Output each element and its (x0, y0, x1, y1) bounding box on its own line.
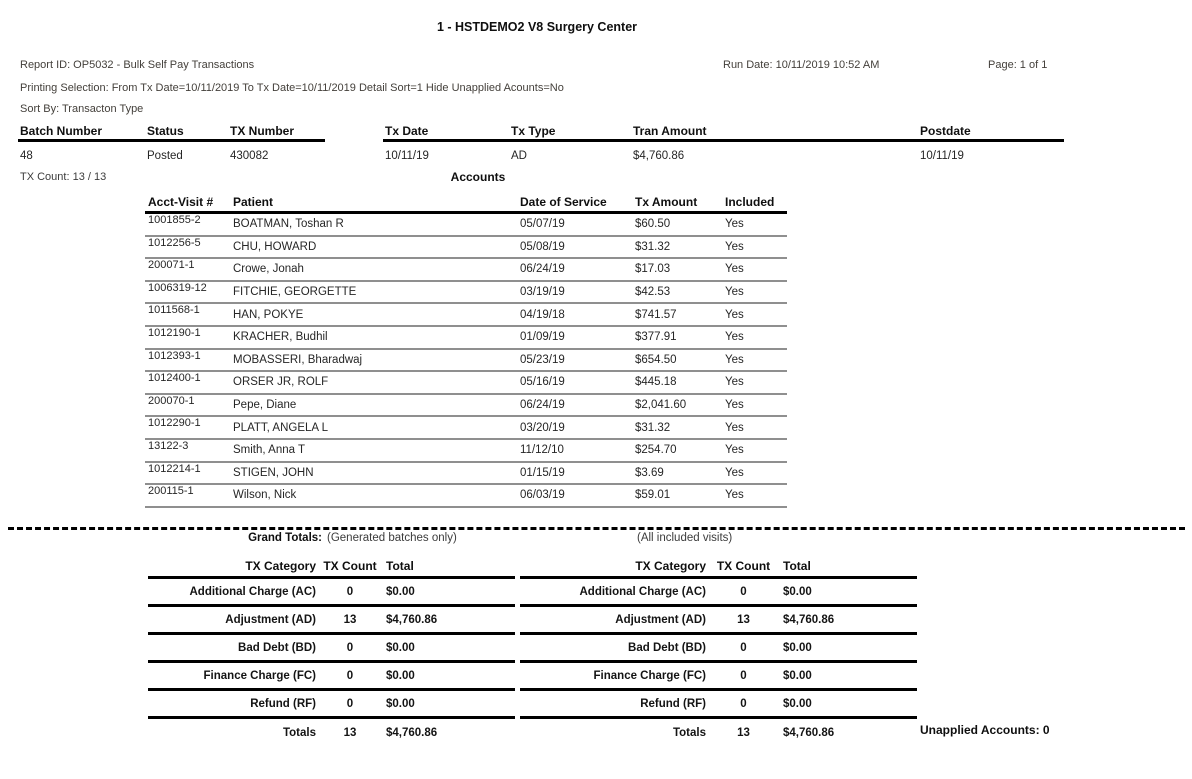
patient-cell: HAN, POKYE (233, 308, 304, 321)
acct-visit-cell: 200115-1 (148, 485, 194, 498)
dos-cell: 01/09/19 (520, 331, 565, 344)
tx-amount-cell: $42.53 (635, 286, 671, 299)
patient-cell: FITCHIE, GEORGETTE (233, 286, 357, 299)
tx-amount-cell: $3.69 (635, 466, 664, 479)
gt-count-cell: 0 (740, 641, 747, 654)
dos-cell: 06/24/19 (520, 263, 565, 276)
batch-header-tran-amount: Tran Amount (633, 124, 707, 138)
batch-postdate-value: 10/11/19 (920, 150, 964, 162)
gt-count-cell: 13 (343, 727, 357, 739)
section-divider-dashed (8, 527, 1185, 530)
included-cell: Yes (725, 331, 744, 344)
patient-cell: Smith, Anna T (233, 444, 306, 457)
gt-total-cell: $0.00 (386, 697, 415, 710)
accounts-header-patient: Patient (233, 195, 274, 209)
patient-cell: Pepe, Diane (233, 399, 297, 412)
dos-cell: 04/19/18 (520, 308, 565, 321)
unapplied-accounts: Unapplied Accounts: 0 (920, 723, 1050, 737)
batch-tx-number-value: 430082 (230, 150, 269, 162)
batch-header-status: Status (147, 124, 184, 138)
gt-total-cell: $4,760.86 (783, 613, 835, 626)
patient-cell: Crowe, Jonah (233, 263, 304, 276)
page-title: 1 - HSTDEMO2 V8 Surgery Center (436, 20, 638, 34)
tx-amount-cell: $17.03 (635, 263, 671, 276)
patient-cell: MOBASSERI, Bharadwaj (233, 353, 363, 366)
gt-total-cell: $4,760.86 (386, 727, 438, 739)
gt-header-count: TX Count (716, 559, 771, 573)
patient-cell: Wilson, Nick (233, 489, 297, 502)
accounts-header-dos: Date of Service (520, 195, 607, 209)
table-row (145, 259, 787, 282)
acct-visit-cell: 200071-1 (148, 259, 195, 272)
batch-tx-date-value: 10/11/19 (385, 150, 429, 162)
batch-number-value: 48 (20, 150, 33, 162)
included-cell: Yes (725, 286, 744, 299)
table-row (148, 663, 515, 691)
gt-count-cell: 13 (343, 613, 357, 626)
dos-cell: 03/19/19 (520, 286, 565, 299)
acct-visit-cell: 1012190-1 (148, 326, 201, 339)
table-row (145, 417, 787, 440)
acct-visit-cell: 1012256-5 (148, 236, 201, 249)
grand-totals-table-generated (148, 559, 515, 747)
gt-category-cell: Refund (RF) (640, 697, 706, 710)
gt-category-cell: Refund (RF) (250, 697, 316, 710)
gt-total-cell: $4,760.86 (386, 613, 438, 626)
acct-visit-cell: 1012393-1 (148, 349, 201, 362)
table-row (145, 440, 787, 463)
batch-header-tx-number: TX Number (230, 124, 295, 138)
gt-count-cell: 0 (740, 669, 747, 682)
acct-visit-cell: 13122-3 (148, 439, 189, 452)
grand-totals-right-caption: (All included visits) (637, 532, 733, 544)
table-row (520, 691, 917, 719)
table-row (145, 395, 787, 418)
table-row (520, 607, 917, 635)
table-row (520, 579, 917, 607)
page-number: Page: 1 of 1 (988, 59, 1048, 71)
gt-header-count: TX Count (323, 559, 377, 573)
tx-amount-cell: $31.32 (635, 421, 671, 434)
included-cell: Yes (725, 466, 744, 479)
included-cell: Yes (725, 308, 744, 321)
totals-row (520, 719, 917, 747)
gt-total-cell: $0.00 (386, 669, 415, 682)
gt-category-cell: Finance Charge (FC) (203, 669, 316, 682)
patient-cell: KRACHER, Budhil (233, 331, 328, 344)
table-row (148, 607, 515, 635)
batch-header-tx-type: Tx Type (511, 124, 556, 138)
batch-header-rule-left (18, 139, 325, 142)
included-cell: Yes (725, 376, 744, 389)
included-cell: Yes (725, 263, 744, 276)
dos-cell: 05/23/19 (520, 353, 565, 366)
batch-header-postdate: Postdate (920, 124, 971, 138)
table-row (145, 304, 787, 327)
batch-header-rule-right (383, 139, 1064, 142)
gt-count-cell: 13 (737, 613, 750, 626)
included-cell: Yes (725, 353, 744, 366)
gt-category-cell: Totals (672, 727, 706, 739)
gt-total-cell: $0.00 (386, 585, 415, 598)
gt-category-cell: Additional Charge (AC) (579, 585, 706, 598)
table-row (520, 635, 917, 663)
batch-tx-type-value: AD (511, 150, 527, 162)
gt-total-cell: $0.00 (783, 585, 812, 598)
gt-header-total: Total (783, 559, 811, 573)
included-cell: Yes (725, 489, 744, 502)
tx-amount-cell: $254.70 (635, 444, 677, 457)
acct-visit-cell: 1012290-1 (148, 417, 201, 430)
acct-visit-cell: 200070-1 (148, 394, 195, 407)
acct-visit-cell: 1011568-1 (148, 304, 200, 317)
totals-row (148, 719, 515, 747)
gt-category-cell: Bad Debt (BD) (238, 641, 316, 654)
grand-totals-header-row (148, 559, 515, 579)
acct-visit-cell: 1012214-1 (148, 462, 201, 475)
patient-cell: ORSER JR, ROLF (233, 376, 329, 389)
dos-cell: 05/16/19 (520, 376, 565, 389)
tx-amount-cell: $60.50 (635, 218, 671, 231)
included-cell: Yes (725, 399, 744, 412)
dos-cell: 06/24/19 (520, 399, 565, 412)
gt-total-cell: $0.00 (386, 641, 415, 654)
tx-amount-cell: $654.50 (635, 353, 677, 366)
sort-by: Sort By: Transacton Type (20, 103, 144, 115)
acct-visit-cell: 1006319-12 (148, 281, 207, 294)
gt-count-cell: 0 (346, 641, 354, 654)
table-row (145, 282, 787, 305)
gt-total-cell: $0.00 (783, 669, 812, 682)
tx-amount-cell: $59.01 (635, 489, 671, 502)
tx-count: TX Count: 13 / 13 (20, 171, 107, 183)
accounts-header-acct: Acct-Visit # (148, 195, 214, 209)
gt-category-cell: Totals (282, 727, 316, 739)
grand-totals-left-caption: (Generated batches only) (327, 532, 457, 544)
table-row (148, 691, 515, 719)
table-row (148, 635, 515, 663)
accounts-header-row (145, 195, 787, 214)
gt-count-cell: 13 (737, 727, 750, 739)
dos-cell: 06/03/19 (520, 489, 565, 502)
table-row (145, 237, 787, 260)
gt-category-cell: Finance Charge (FC) (593, 669, 706, 682)
printing-selection: Printing Selection: From Tx Date=10/11/2019 To Tx Date=10/11/2019 Detail Sort=1 Hide Unapplied Acounts=No (20, 82, 564, 94)
table-row (145, 327, 787, 350)
batch-header-tx-date: Tx Date (385, 124, 429, 138)
accounts-section-title: Accounts (450, 170, 506, 184)
included-cell: Yes (725, 421, 744, 434)
patient-cell: CHU, HOWARD (233, 240, 317, 253)
acct-visit-cell: 1012400-1 (148, 372, 201, 385)
batch-header-batch-number: Batch Number (20, 124, 103, 138)
table-row (148, 579, 515, 607)
table-row (520, 663, 917, 691)
gt-count-cell: 0 (346, 697, 354, 710)
grand-totals-header-row (520, 559, 917, 579)
dos-cell: 05/08/19 (520, 240, 565, 253)
gt-count-cell: 0 (740, 697, 747, 710)
gt-count-cell: 0 (346, 669, 354, 682)
table-row (145, 485, 787, 508)
tx-amount-cell: $31.32 (635, 240, 671, 253)
run-date: Run Date: 10/11/2019 10:52 AM (723, 59, 880, 71)
report-id: Report ID: OP5032 - Bulk Self Pay Transactions (20, 59, 255, 71)
included-cell: Yes (725, 240, 744, 253)
gt-header-total: Total (386, 559, 414, 573)
dos-cell: 01/15/19 (520, 466, 565, 479)
included-cell: Yes (725, 444, 744, 457)
gt-total-cell: $0.00 (783, 641, 812, 654)
batch-status-value: Posted (147, 150, 183, 162)
gt-count-cell: 0 (346, 585, 354, 598)
patient-cell: PLATT, ANGELA L (233, 421, 329, 434)
gt-category-cell: Additional Charge (AC) (189, 585, 316, 598)
table-row (145, 214, 787, 237)
gt-category-cell: Adjustment (AD) (225, 613, 316, 626)
tx-amount-cell: $445.18 (635, 376, 677, 389)
gt-total-cell: $0.00 (783, 697, 812, 710)
grand-totals-table-included (520, 559, 917, 747)
gt-header-category: TX Category (245, 559, 316, 573)
patient-cell: STIGEN, JOHN (233, 466, 314, 479)
grand-totals-label: Grand Totals: (248, 532, 322, 544)
table-row (145, 350, 787, 373)
gt-category-cell: Bad Debt (BD) (628, 641, 706, 654)
batch-tran-amount-value: $4,760.86 (633, 150, 685, 162)
gt-total-cell: $4,760.86 (783, 727, 835, 739)
dos-cell: 11/12/10 (520, 444, 564, 457)
table-row (145, 372, 787, 395)
tx-amount-cell: $377.91 (635, 331, 677, 344)
dos-cell: 03/20/19 (520, 421, 565, 434)
tx-amount-cell: $2,041.60 (635, 399, 687, 412)
acct-visit-cell: 1001855-2 (148, 214, 201, 226)
tx-amount-cell: $741.57 (635, 308, 677, 321)
included-cell: Yes (725, 218, 744, 231)
dos-cell: 05/07/19 (520, 218, 565, 231)
accounts-header-included: Included (725, 195, 775, 209)
accounts-table (145, 195, 787, 508)
accounts-header-amount: Tx Amount (635, 195, 698, 209)
patient-cell: BOATMAN, Toshan R (233, 218, 344, 231)
gt-count-cell: 0 (740, 585, 747, 598)
table-row (145, 463, 787, 486)
gt-header-category: TX Category (635, 559, 706, 573)
gt-category-cell: Adjustment (AD) (615, 613, 706, 626)
